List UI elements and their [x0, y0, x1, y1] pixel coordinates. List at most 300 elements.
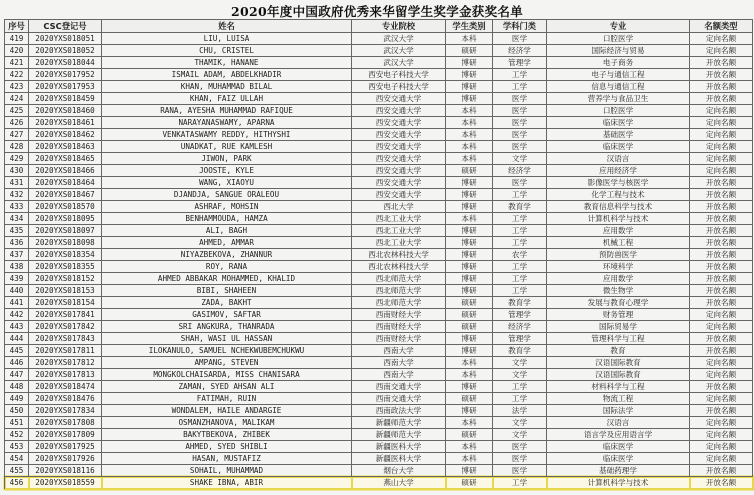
- row-name: BAKYTBEKOVA, ZHIBEK: [102, 429, 352, 441]
- row-name: SRI ANGKURA, THANRADA: [102, 321, 352, 333]
- row-major: 语言学及应用语言学: [547, 429, 690, 441]
- row-student-type: 硕研: [446, 393, 493, 405]
- row-name: ISMAIL ADAM, ABDELKHADIR: [102, 69, 352, 81]
- row-quota-type: 定向名额: [690, 33, 753, 45]
- row-quota-type: 开放名额: [690, 465, 753, 477]
- row-csc-number: 2020YXS018152: [29, 273, 102, 285]
- row-discipline: 经济学: [493, 45, 547, 57]
- row-major: 管理科学与工程: [547, 333, 690, 345]
- table-row: [5, 69, 753, 81]
- row-discipline: 工学: [493, 393, 547, 405]
- row-student-type: 本科: [446, 117, 493, 129]
- row-student-type: 硕研: [446, 429, 493, 441]
- row-csc-number: 2020YXS017812: [29, 357, 102, 369]
- row-quota-type: 开放名额: [690, 261, 753, 273]
- table-row: [5, 81, 753, 93]
- row-quota-type: 开放名额: [690, 381, 753, 393]
- row-index: 446: [5, 357, 29, 369]
- row-major: 环境科学: [547, 261, 690, 273]
- row-index: 454: [5, 453, 29, 465]
- row-quota-type: 定向名额: [690, 45, 753, 57]
- table-row: [5, 249, 753, 261]
- scholarship-table: [4, 19, 753, 489]
- row-csc-number: 2020YXS017952: [29, 69, 102, 81]
- row-student-type: 博研: [446, 285, 493, 297]
- row-discipline: 工学: [493, 261, 547, 273]
- row-quota-type: 开放名额: [690, 297, 753, 309]
- row-index: 428: [5, 141, 29, 153]
- row-index: 422: [5, 69, 29, 81]
- table-row: [5, 93, 753, 105]
- row-discipline: 经济学: [493, 165, 547, 177]
- row-csc-number: 2020YXS017953: [29, 81, 102, 93]
- row-quota-type: 定向名额: [690, 153, 753, 165]
- row-university: 西安交通大学: [352, 189, 446, 201]
- row-csc-number: 2020YXS018462: [29, 129, 102, 141]
- row-university: 西安交通大学: [352, 93, 446, 105]
- table-row: [5, 417, 753, 429]
- row-index: 441: [5, 297, 29, 309]
- row-csc-number: 2020YXS018559: [29, 477, 102, 489]
- row-name: HASAN, MUSTAFIZ: [102, 453, 352, 465]
- row-discipline: 工学: [493, 273, 547, 285]
- row-major: 营养学与食品卫生: [547, 93, 690, 105]
- row-index: 443: [5, 321, 29, 333]
- row-university: 西北师范大学: [352, 285, 446, 297]
- row-quota-type: 开放名额: [690, 273, 753, 285]
- row-index: 421: [5, 57, 29, 69]
- row-name: GASIMOV, SAFTAR: [102, 309, 352, 321]
- row-university: 西北师范大学: [352, 273, 446, 285]
- row-name: THAMIK, HANANE: [102, 57, 352, 69]
- row-student-type: 本科: [446, 213, 493, 225]
- row-index: 440: [5, 285, 29, 297]
- row-csc-number: 2020YXS017811: [29, 345, 102, 357]
- row-name: BENHAMMOUDA, HAMZA: [102, 213, 352, 225]
- row-major: 教育信息科学与技术: [547, 201, 690, 213]
- row-discipline: 文学: [493, 369, 547, 381]
- row-discipline: 医学: [493, 105, 547, 117]
- row-quota-type: 定向名额: [690, 417, 753, 429]
- row-index: 438: [5, 261, 29, 273]
- header-major: 专业: [547, 20, 690, 33]
- row-major: 汉语国际教育: [547, 357, 690, 369]
- table-row: [5, 393, 753, 405]
- table-row: [5, 261, 753, 273]
- row-student-type: 硕研: [446, 309, 493, 321]
- row-csc-number: 2020YXS018463: [29, 141, 102, 153]
- row-index: 445: [5, 345, 29, 357]
- row-csc-number: 2020YXS018464: [29, 177, 102, 189]
- row-index: 451: [5, 417, 29, 429]
- row-name: NARAYANASWAMY, APARNA: [102, 117, 352, 129]
- header-student-type: 学生类别: [446, 20, 493, 33]
- row-student-type: 硕研: [446, 321, 493, 333]
- table-row: [5, 369, 753, 381]
- row-discipline: 医学: [493, 441, 547, 453]
- row-university: 新疆师范大学: [352, 429, 446, 441]
- row-student-type: 博研: [446, 81, 493, 93]
- row-university: 新疆师范大学: [352, 417, 446, 429]
- row-discipline: 文学: [493, 153, 547, 165]
- row-discipline: 工学: [493, 237, 547, 249]
- table-row: [5, 465, 753, 477]
- row-name: VENKATASWAMY REDDY, HITHYSHI: [102, 129, 352, 141]
- row-quota-type: 定向名额: [690, 117, 753, 129]
- row-university: 燕山大学: [352, 477, 446, 489]
- row-major: 口腔医学: [547, 105, 690, 117]
- row-university: 西南交通大学: [352, 393, 446, 405]
- row-student-type: 博研: [446, 381, 493, 393]
- row-csc-number: 2020YXS017834: [29, 405, 102, 417]
- row-major: 发展与教育心理学: [547, 297, 690, 309]
- row-csc-number: 2020YXS018476: [29, 393, 102, 405]
- row-discipline: 医学: [493, 129, 547, 141]
- row-csc-number: 2020YXS018459: [29, 93, 102, 105]
- table-row: [5, 117, 753, 129]
- row-student-type: 博研: [446, 225, 493, 237]
- row-csc-number: 2020YXS018095: [29, 213, 102, 225]
- row-csc-number: 2020YXS017925: [29, 441, 102, 453]
- row-university: 西北农林科技大学: [352, 249, 446, 261]
- row-index: 431: [5, 177, 29, 189]
- row-name: SOHAIL, MUHAMMAD: [102, 465, 352, 477]
- row-name: AHMED ABBAKAR MOHAMMED, KHALID: [102, 273, 352, 285]
- row-quota-type: 定向名额: [690, 309, 753, 321]
- row-index: 435: [5, 225, 29, 237]
- row-university: 西北农林科技大学: [352, 261, 446, 273]
- row-quota-type: 定向名额: [690, 429, 753, 441]
- table-row: [5, 345, 753, 357]
- row-university: 西南财经大学: [352, 309, 446, 321]
- row-quota-type: 开放名额: [690, 405, 753, 417]
- row-student-type: 本科: [446, 105, 493, 117]
- row-csc-number: 2020YXS018355: [29, 261, 102, 273]
- table-row: [5, 321, 753, 333]
- row-quota-type: 开放名额: [690, 69, 753, 81]
- row-student-type: 博研: [446, 273, 493, 285]
- row-student-type: 博研: [446, 465, 493, 477]
- row-discipline: 管理学: [493, 57, 547, 69]
- row-index: 455: [5, 465, 29, 477]
- row-student-type: 本科: [446, 453, 493, 465]
- table-row: [5, 225, 753, 237]
- row-student-type: 博研: [446, 261, 493, 273]
- row-student-type: 博研: [446, 93, 493, 105]
- row-university: 武汉大学: [352, 57, 446, 69]
- row-quota-type: 开放名额: [690, 345, 753, 357]
- row-quota-type: 开放名额: [690, 81, 753, 93]
- row-name: OSMANZHANOVA, MALIKAM: [102, 417, 352, 429]
- row-quota-type: 定向名额: [690, 321, 753, 333]
- row-index: 429: [5, 153, 29, 165]
- row-discipline: 管理学: [493, 309, 547, 321]
- row-name: WANG, XIAOYU: [102, 177, 352, 189]
- row-quota-type: 开放名额: [690, 477, 753, 489]
- table-row: [5, 189, 753, 201]
- row-index: 430: [5, 165, 29, 177]
- table-row: [5, 429, 753, 441]
- row-csc-number: 2020YXS018098: [29, 237, 102, 249]
- table-row: [5, 33, 753, 45]
- row-discipline: 工学: [493, 381, 547, 393]
- row-discipline: 管理学: [493, 333, 547, 345]
- row-index: 442: [5, 309, 29, 321]
- row-csc-number: 2020YXS017841: [29, 309, 102, 321]
- row-index: 448: [5, 381, 29, 393]
- row-name: NIYAZBEKOVA, ZHANNUR: [102, 249, 352, 261]
- row-major: 临床医学: [547, 141, 690, 153]
- row-university: 西安交通大学: [352, 105, 446, 117]
- row-major: 应用数学: [547, 225, 690, 237]
- row-discipline: 工学: [493, 81, 547, 93]
- row-discipline: 教育学: [493, 201, 547, 213]
- row-major: 基础药理学: [547, 465, 690, 477]
- table-row: [5, 129, 753, 141]
- header-index: 序号: [5, 20, 29, 33]
- row-name: SHAH, WASI UL HASSAN: [102, 333, 352, 345]
- row-name: DJANDJA, SANGUE ORALEOU: [102, 189, 352, 201]
- row-quota-type: 定向名额: [690, 393, 753, 405]
- row-csc-number: 2020YXS018154: [29, 297, 102, 309]
- table-row: [5, 297, 753, 309]
- row-university: 新疆医科大学: [352, 441, 446, 453]
- row-csc-number: 2020YXS018097: [29, 225, 102, 237]
- row-discipline: 经济学: [493, 321, 547, 333]
- row-csc-number: 2020YXS018465: [29, 153, 102, 165]
- row-index: 436: [5, 237, 29, 249]
- row-index: 437: [5, 249, 29, 261]
- row-student-type: 本科: [446, 33, 493, 45]
- row-major: 机械工程: [547, 237, 690, 249]
- row-student-type: 博研: [446, 177, 493, 189]
- row-index: 432: [5, 189, 29, 201]
- row-index: 423: [5, 81, 29, 93]
- row-student-type: 博研: [446, 237, 493, 249]
- table-row: [5, 141, 753, 153]
- row-university: 新疆医科大学: [352, 453, 446, 465]
- row-quota-type: 开放名额: [690, 333, 753, 345]
- table-row-highlighted: [5, 477, 753, 489]
- row-name: WONDALEM, HAILE ANDARGIE: [102, 405, 352, 417]
- row-university: 西北大学: [352, 201, 446, 213]
- row-major: 国际贸易学: [547, 321, 690, 333]
- row-discipline: 医学: [493, 117, 547, 129]
- row-major: 临床医学: [547, 453, 690, 465]
- row-index: 426: [5, 117, 29, 129]
- row-csc-number: 2020YXS017809: [29, 429, 102, 441]
- header-university: 专业院校: [352, 20, 446, 33]
- row-university: 西北工业大学: [352, 237, 446, 249]
- row-student-type: 博研: [446, 249, 493, 261]
- row-discipline: 法学: [493, 405, 547, 417]
- row-major: 国际法学: [547, 405, 690, 417]
- row-student-type: 本科: [446, 417, 493, 429]
- row-major: 口腔医学: [547, 33, 690, 45]
- row-csc-number: 2020YXS018466: [29, 165, 102, 177]
- row-name: KHAN, FAIZ ULLAH: [102, 93, 352, 105]
- table-row: [5, 237, 753, 249]
- row-name: MONGKOLCHAISARDA, MISS CHANISARA: [102, 369, 352, 381]
- row-name: ZADA, BAKHT: [102, 297, 352, 309]
- row-quota-type: 定向名额: [690, 441, 753, 453]
- row-index: 444: [5, 333, 29, 345]
- row-name: ZAMAN, SYED AHSAN ALI: [102, 381, 352, 393]
- row-student-type: 硕研: [446, 165, 493, 177]
- row-major: 计算机科学与技术: [547, 477, 690, 489]
- row-major: 预防兽医学: [547, 249, 690, 261]
- row-name: ROY, RANA: [102, 261, 352, 273]
- row-university: 西南大学: [352, 357, 446, 369]
- row-student-type: 博研: [446, 345, 493, 357]
- row-index: 449: [5, 393, 29, 405]
- table-row: [5, 357, 753, 369]
- row-university: 西南大学: [352, 369, 446, 381]
- row-quota-type: 开放名额: [690, 201, 753, 213]
- row-quota-type: 开放名额: [690, 177, 753, 189]
- row-quota-type: 开放名额: [690, 189, 753, 201]
- row-quota-type: 定向名额: [690, 129, 753, 141]
- table-row: [5, 285, 753, 297]
- table-row: [5, 453, 753, 465]
- table-header-row: [5, 20, 753, 33]
- row-university: 西安电子科技大学: [352, 69, 446, 81]
- row-discipline: 工学: [493, 285, 547, 297]
- row-discipline: 医学: [493, 33, 547, 45]
- row-university: 西北工业大学: [352, 225, 446, 237]
- table-row: [5, 45, 753, 57]
- row-csc-number: 2020YXS017926: [29, 453, 102, 465]
- row-index: 439: [5, 273, 29, 285]
- row-major: 化学工程与技术: [547, 189, 690, 201]
- table-row: [5, 441, 753, 453]
- row-student-type: 博研: [446, 57, 493, 69]
- row-csc-number: 2020YXS018044: [29, 57, 102, 69]
- header-discipline: 学科门类: [493, 20, 547, 33]
- row-discipline: 文学: [493, 417, 547, 429]
- row-name: AMPANG, STEVEN: [102, 357, 352, 369]
- row-major: 临床医学: [547, 117, 690, 129]
- row-csc-number: 2020YXS017813: [29, 369, 102, 381]
- row-discipline: 教育学: [493, 345, 547, 357]
- table-row: [5, 405, 753, 417]
- row-major: 财务管理: [547, 309, 690, 321]
- row-quota-type: 开放名额: [690, 93, 753, 105]
- row-university: 西安交通大学: [352, 117, 446, 129]
- row-student-type: 博研: [446, 201, 493, 213]
- row-major: 影像医学与核医学: [547, 177, 690, 189]
- table-row: [5, 57, 753, 69]
- row-name: KHAN, MUHAMMAD BILAL: [102, 81, 352, 93]
- row-major: 汉语言: [547, 417, 690, 429]
- row-csc-number: 2020YXS018461: [29, 117, 102, 129]
- row-name: ILOKANULO, SAMUEL NCHEKWUBEMCHUKWU: [102, 345, 352, 357]
- row-index: 425: [5, 105, 29, 117]
- row-major: 信息与通信工程: [547, 81, 690, 93]
- row-csc-number: 2020YXS018052: [29, 45, 102, 57]
- row-university: 西安交通大学: [352, 165, 446, 177]
- row-discipline: 文学: [493, 429, 547, 441]
- row-quota-type: 开放名额: [690, 249, 753, 261]
- row-major: 汉语言: [547, 153, 690, 165]
- row-student-type: 博研: [446, 69, 493, 81]
- row-university: 西北工业大学: [352, 213, 446, 225]
- row-csc-number: 2020YXS018116: [29, 465, 102, 477]
- row-university: 西安交通大学: [352, 129, 446, 141]
- row-name: JOOSTE, KYLE: [102, 165, 352, 177]
- row-university: 武汉大学: [352, 45, 446, 57]
- row-discipline: 工学: [493, 225, 547, 237]
- row-discipline: 医学: [493, 453, 547, 465]
- table-row: [5, 201, 753, 213]
- row-student-type: 博研: [446, 189, 493, 201]
- row-index: 452: [5, 429, 29, 441]
- row-discipline: 医学: [493, 177, 547, 189]
- row-major: 应用经济学: [547, 165, 690, 177]
- row-csc-number: 2020YXS018467: [29, 189, 102, 201]
- row-index: 420: [5, 45, 29, 57]
- row-csc-number: 2020YXS018354: [29, 249, 102, 261]
- row-csc-number: 2020YXS017842: [29, 321, 102, 333]
- row-major: 电子商务: [547, 57, 690, 69]
- row-name: LIU, LUISA: [102, 33, 352, 45]
- row-student-type: 博研: [446, 405, 493, 417]
- row-major: 计算机科学与技术: [547, 213, 690, 225]
- row-university: 西北师范大学: [352, 297, 446, 309]
- row-student-type: 本科: [446, 369, 493, 381]
- row-index: 427: [5, 129, 29, 141]
- row-index: 424: [5, 93, 29, 105]
- row-major: 基础医学: [547, 129, 690, 141]
- row-name: UNADKAT, RUE KAMLESH: [102, 141, 352, 153]
- table-row: [5, 177, 753, 189]
- row-university: 西南大学: [352, 345, 446, 357]
- page-title: 2020年度中国政府优秀来华留学生奖学金获奖名单: [231, 4, 523, 19]
- row-student-type: 本科: [446, 441, 493, 453]
- row-name: SHAKE IBNA, ABIR: [102, 477, 352, 489]
- row-university: 烟台大学: [352, 465, 446, 477]
- row-university: 西南政法大学: [352, 405, 446, 417]
- row-student-type: 硕研: [446, 45, 493, 57]
- row-major: 临床医学: [547, 441, 690, 453]
- row-quota-type: 定向名额: [690, 453, 753, 465]
- table-row: [5, 165, 753, 177]
- table-row: [5, 105, 753, 117]
- row-name: RANA, AYESHA MUHAMMAD RAFIQUE: [102, 105, 352, 117]
- row-quota-type: 定向名额: [690, 369, 753, 381]
- row-index: 419: [5, 33, 29, 45]
- row-csc-number: 2020YXS018051: [29, 33, 102, 45]
- row-quota-type: 定向名额: [690, 165, 753, 177]
- row-student-type: 博研: [446, 333, 493, 345]
- row-name: ASHRAF, MOHSIN: [102, 201, 352, 213]
- row-index: 447: [5, 369, 29, 381]
- row-csc-number: 2020YXS018460: [29, 105, 102, 117]
- row-csc-number: 2020YXS018474: [29, 381, 102, 393]
- row-discipline: 医学: [493, 141, 547, 153]
- row-student-type: 本科: [446, 141, 493, 153]
- table-row: [5, 381, 753, 393]
- row-name: AHMED, AMMAR: [102, 237, 352, 249]
- row-quota-type: 开放名额: [690, 213, 753, 225]
- table-row: [5, 153, 753, 165]
- row-index: 434: [5, 213, 29, 225]
- header-name: 姓名: [102, 20, 352, 33]
- row-major: 汉语国际教育: [547, 369, 690, 381]
- header-csc-number: CSC登记号: [29, 20, 102, 33]
- row-discipline: 工学: [493, 189, 547, 201]
- row-quota-type: 开放名额: [690, 285, 753, 297]
